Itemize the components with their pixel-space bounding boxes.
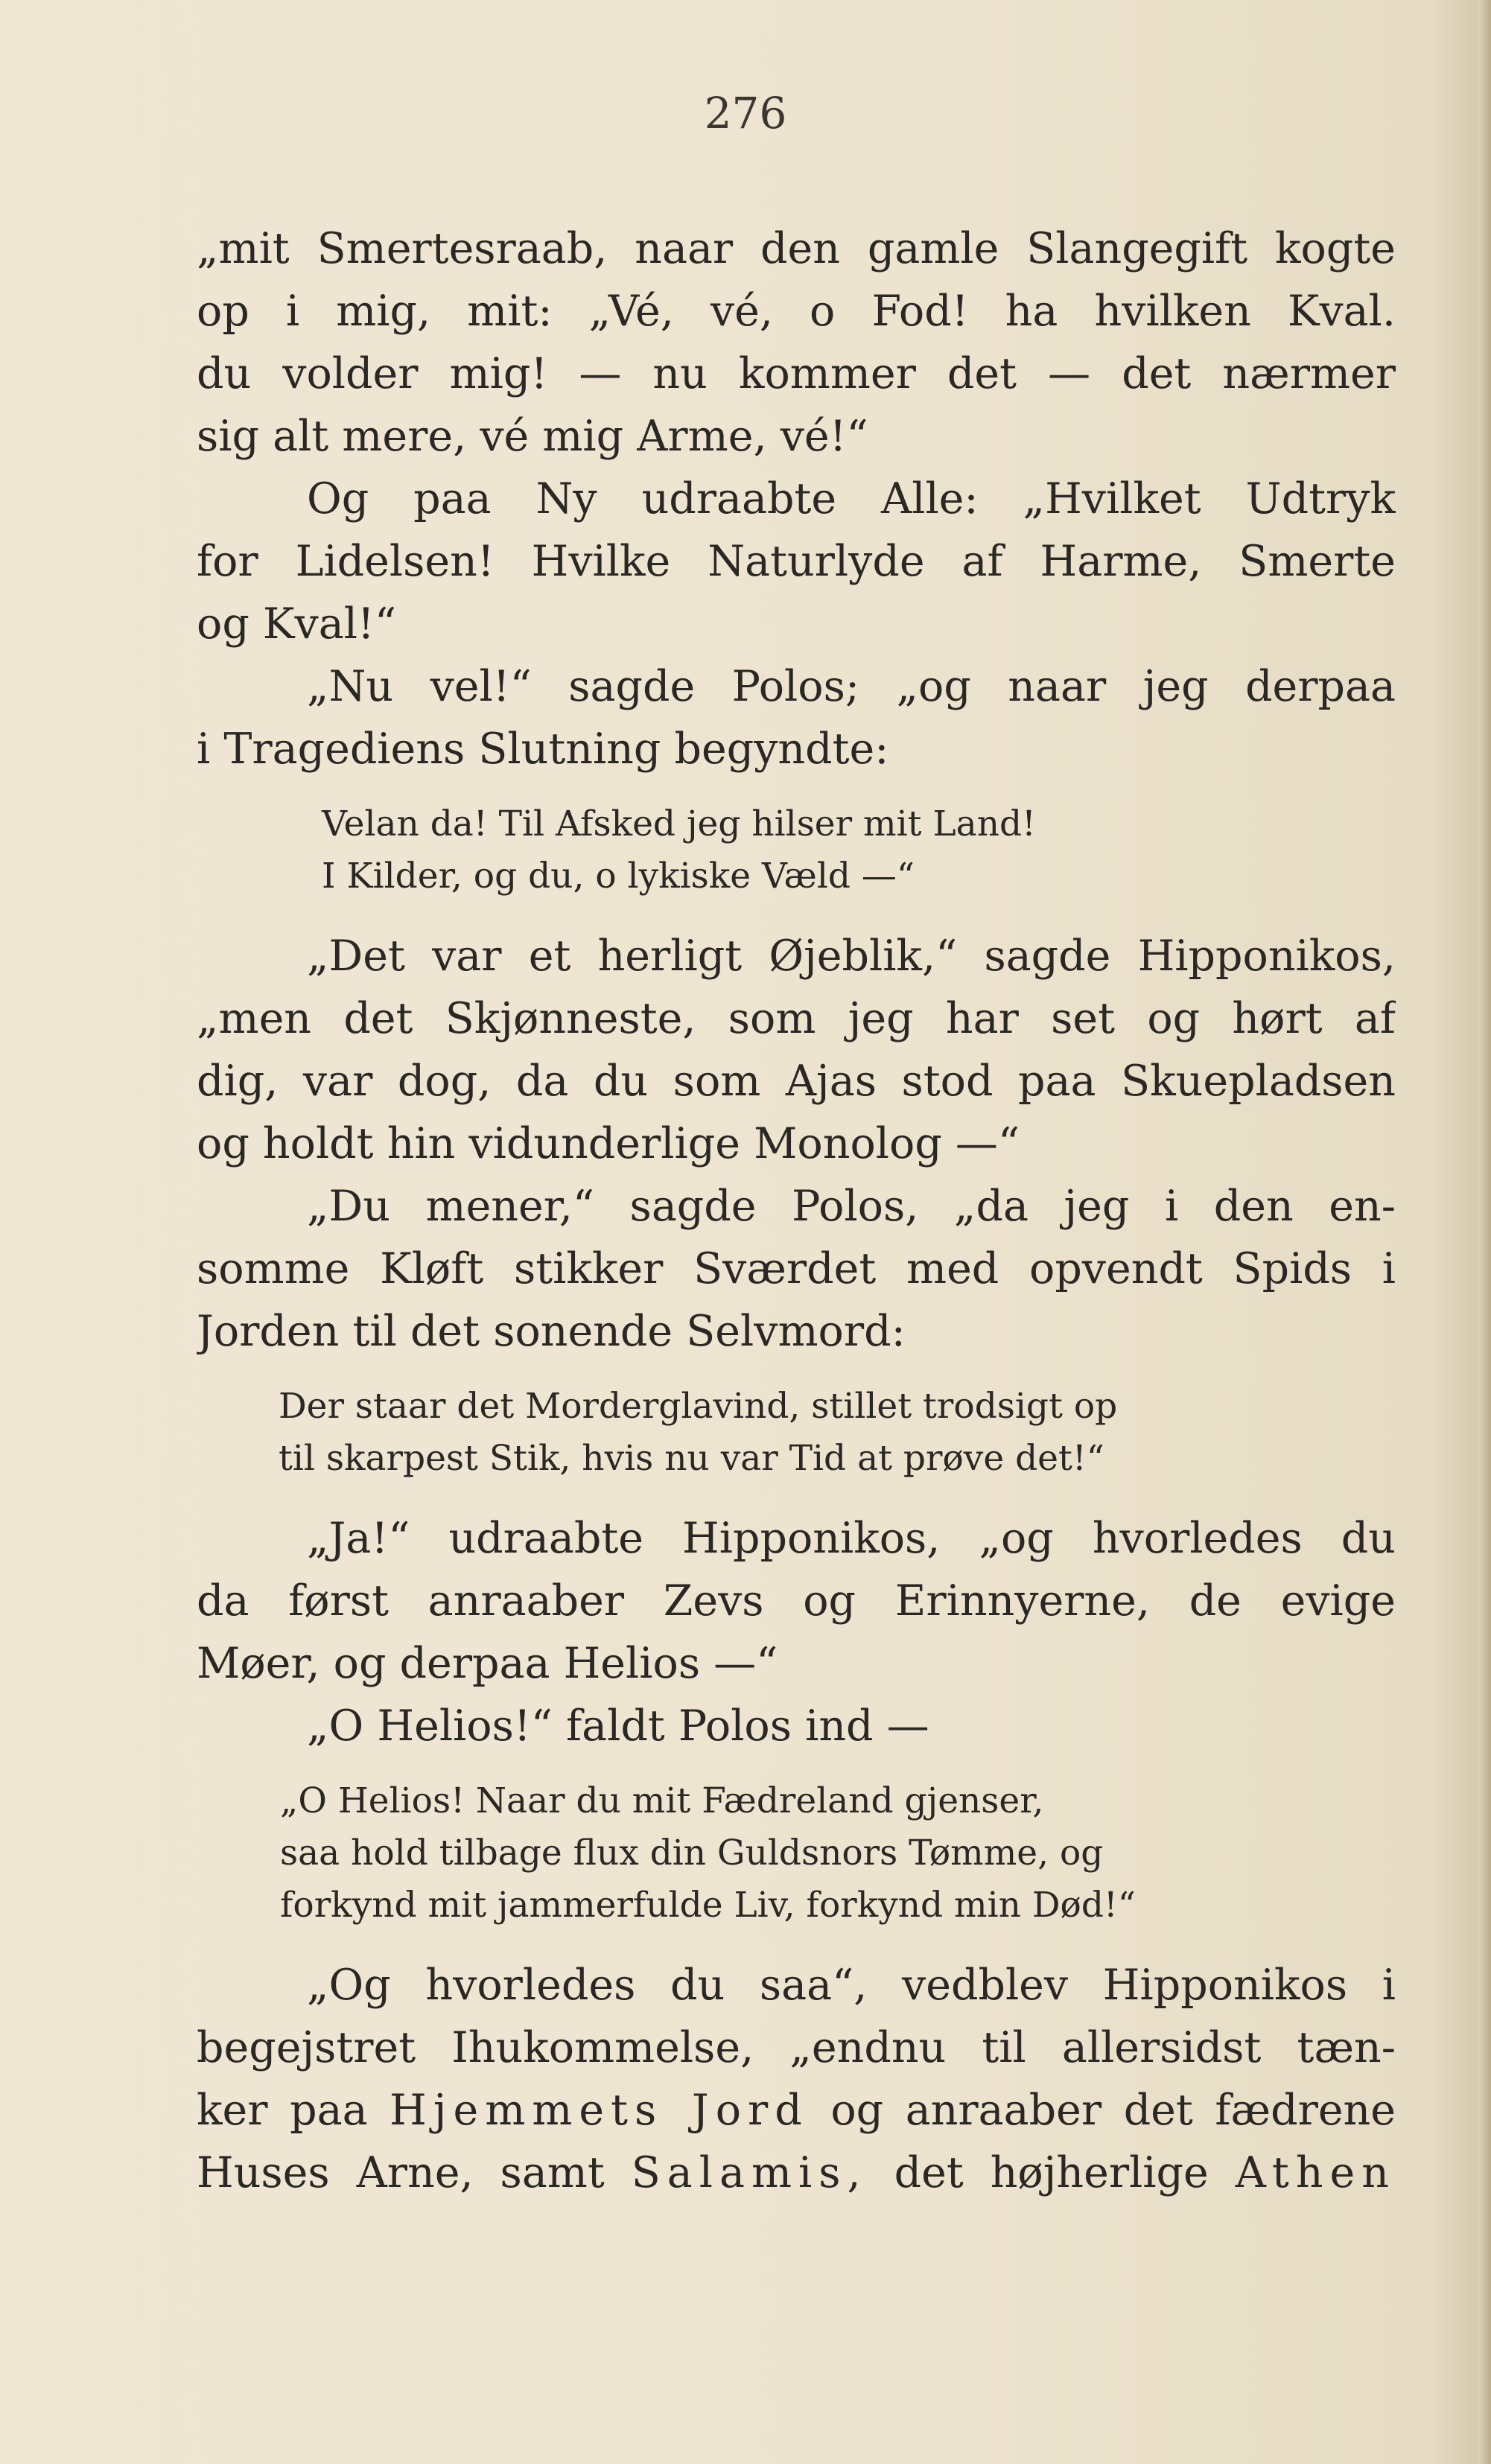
text-line: dig, var dog, da du som Ajas stod paa Skuepladsen bbox=[197, 1057, 1396, 1106]
spaced-text: Athen bbox=[1235, 2148, 1396, 2197]
verse-line: Velan da! Til Afsked jeg hilser mit Land! bbox=[322, 803, 1036, 844]
text-line: „Du mener,“ sagde Polos, „da jeg i den en- bbox=[307, 1182, 1396, 1231]
text-line: i Tragediens Slutning begyndte: bbox=[197, 725, 889, 774]
text-line: „Det var et herligt Øjeblik,“ sagde Hipponikos, bbox=[307, 932, 1396, 981]
spaced-text: Hjemmets Jord bbox=[390, 2086, 809, 2135]
verse-line: saa hold tilbage flux din Guldsnors Tømme, og bbox=[280, 1833, 1104, 1874]
text-line: for Lidelsen! Hvilke Naturlyde af Harme, Smerte bbox=[197, 537, 1396, 586]
text-line: da først anraaber Zevs og Erinnyerne, de evige bbox=[197, 1576, 1396, 1626]
text-line: op i mig, mit: „Vé, vé, o Fod! ha hvilken Kval. bbox=[197, 287, 1396, 336]
text-line: „O Helios!“ faldt Polos ind — bbox=[307, 1701, 929, 1751]
text-line: Og paa Ny udraabte Alle: „Hvilket Udtryk bbox=[307, 474, 1396, 523]
page-edge bbox=[1478, 0, 1491, 2464]
text-line: sig alt mere, vé mig Arme, vé!“ bbox=[197, 412, 868, 461]
text-line: begejstret Ihukommelse, „endnu til allersidst tæn- bbox=[197, 2023, 1396, 2072]
text-line: og holdt hin vidunderlige Monolog —“ bbox=[197, 1119, 1020, 1168]
text-line: Møer, og derpaa Helios —“ bbox=[197, 1639, 778, 1688]
verse-line: Der staar det Morderglavind, stillet trodsigt op bbox=[279, 1386, 1118, 1427]
text-line: „Og hvorledes du saa“, vedblev Hipponikos i bbox=[307, 1961, 1396, 2010]
text-line: Huses Arne, samt Salamis, det højherlige Athen bbox=[197, 2148, 1396, 2197]
spaced-text: Salamis, bbox=[631, 2148, 868, 2197]
text-line: ker paa Hjemmets Jord og anraaber det fædrene bbox=[197, 2086, 1396, 2135]
verse-line: „O Helios! Naar du mit Fædreland gjenser, bbox=[280, 1780, 1044, 1821]
verse-line: I Kilder, og du, o lykiske Væld —“ bbox=[322, 856, 915, 897]
text-line: „Nu vel!“ sagde Polos; „og naar jeg derpaa bbox=[307, 662, 1396, 711]
text-line: „mit Smertesraab, naar den gamle Slangegift kogte bbox=[197, 224, 1396, 273]
text-line: Jorden til det sonende Selvmord: bbox=[197, 1307, 906, 1356]
body-text bbox=[197, 217, 1396, 2204]
verse-line: forkynd mit jammerfulde Liv, forkynd min Død!“ bbox=[280, 1885, 1136, 1926]
text-line: og Kval!“ bbox=[197, 599, 396, 649]
page-number: 276 bbox=[704, 88, 787, 139]
text-line: somme Kløft stikker Sværdet med opvendt Spids i bbox=[197, 1244, 1396, 1293]
text-line: „Ja!“ udraabte Hipponikos, „og hvorledes du bbox=[307, 1514, 1396, 1563]
text-line: du volder mig! — nu kommer det — det nærmer bbox=[197, 349, 1396, 398]
text-line: „men det Skjønneste, som jeg har set og hørt af bbox=[197, 994, 1396, 1043]
verse-line: til skarpest Stik, hvis nu var Tid at prøve det!“ bbox=[279, 1438, 1104, 1479]
